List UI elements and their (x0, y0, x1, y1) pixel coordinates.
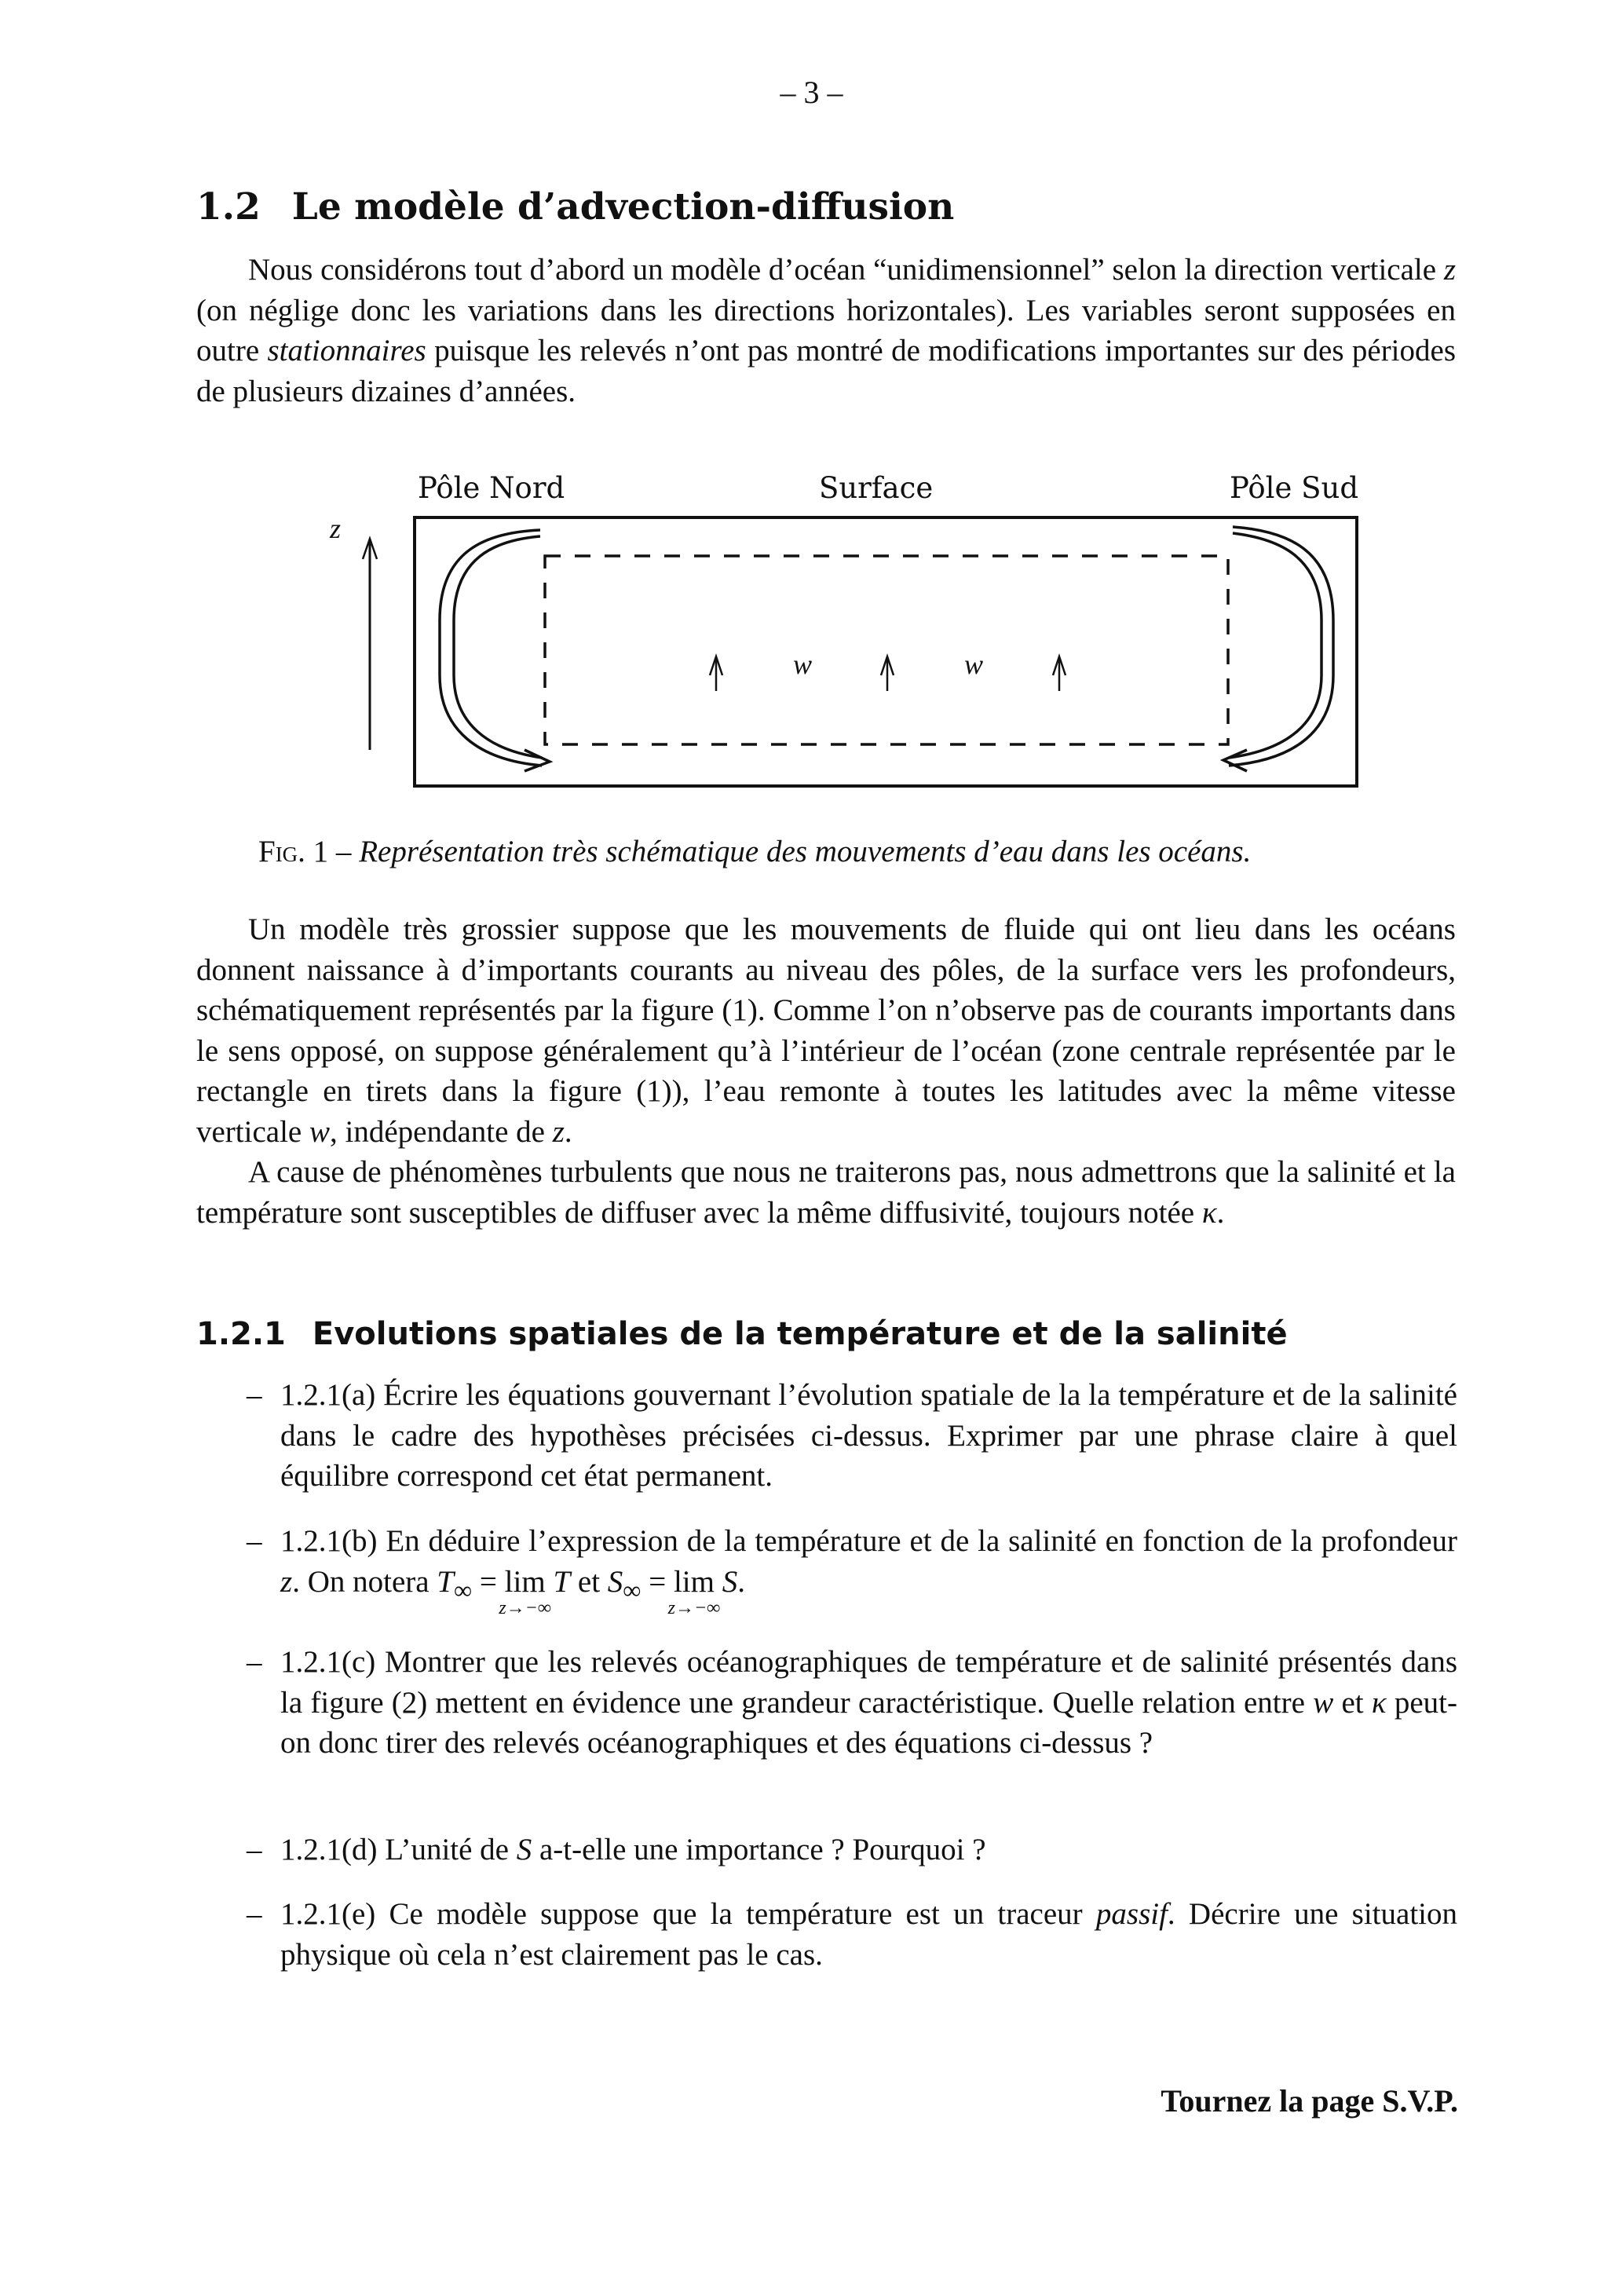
upward-velocity-arrow-icon (710, 656, 722, 691)
question-item-c (248, 1642, 1457, 1764)
italic-term: z (552, 1114, 565, 1149)
text-run: (on néglige donc les variations dans les directions horizontales). Les variables seront supposées en outre (196, 293, 1456, 367)
ocean-box (415, 517, 1357, 786)
turn-page-note: Tournez la page S.V.P. (1161, 2083, 1458, 2119)
list-dash: – (247, 1897, 262, 1931)
question-item-d (248, 1830, 1457, 1870)
text-run: , indépendante de (330, 1114, 553, 1149)
question-item-e (248, 1894, 1457, 1975)
text-run: 1.2.1(c) Montrer que les relevés océanographiques de température et de salinité présentés dans la figure (2) mettent en évidence une grandeur caractéristique. Quelle relation entre (280, 1645, 1457, 1720)
velocity-label-w: w (793, 649, 813, 680)
text-run: Nous considérons tout d’abord un modèle d’océan “unidimensionnel” selon la direction verticale (248, 253, 1444, 287)
text-run: . Décrire une situation physique où cela n’est clairement pas le cas. (280, 1897, 1457, 1972)
italic-term: w (309, 1114, 330, 1149)
italic-term: passif (1095, 1897, 1168, 1931)
list-dash: – (247, 1378, 262, 1412)
limit-expression: lim z→−∞ (499, 1564, 551, 1618)
page-number: – 3 – (780, 75, 843, 110)
north-downwelling-arrow-icon (440, 530, 550, 771)
text-run: 1.2.1(a) Écrire les équations gouvernant l’évolution spatiale de la la température et de la salinité dans le cadre des hypothèses précisées ci-dessus. Exprimer par une phrase claire à quel équilibre correspond cet état permanent. (280, 1378, 1457, 1493)
south-downwelling-arrow-icon (1223, 527, 1333, 771)
question-item-a (248, 1375, 1457, 1497)
z-axis-arrow-icon (363, 539, 377, 750)
italic-term: stationnaires (267, 334, 426, 367)
italic-term: κ (1201, 1195, 1217, 1230)
upward-velocity-arrow-icon (1053, 656, 1066, 691)
figure-label-north-pole: Pôle Nord (418, 471, 565, 505)
italic-term: S (516, 1833, 532, 1866)
caption-prefix: Fig. 1 – (258, 835, 360, 868)
italic-term: z (1443, 253, 1456, 287)
upward-velocity-arrow-icon (881, 656, 894, 691)
section-title: Le modèle d’advection-diffusion (291, 185, 955, 229)
ocean-circulation-diagram (0, 0, 1623, 864)
list-dash: – (247, 1833, 262, 1866)
section-number: 1.2 (196, 185, 261, 229)
velocity-label-w: w (964, 649, 984, 680)
text-run: et (1333, 1685, 1372, 1720)
text-run: A cause de phénomènes turbulents que nous ne traiterons pas, nous admettrons que la salinité et la température sont susceptibles de diffuser avec la même diffusivité, toujours notée (196, 1155, 1456, 1230)
subsection-title: Evolutions spatiales de la température et de la salinité (312, 1316, 1288, 1352)
diffusion-paragraph (196, 1152, 1456, 1233)
limit-expression: lim z→−∞ (667, 1564, 721, 1618)
subsection-heading (196, 1316, 1288, 1352)
model-paragraph (196, 909, 1456, 1152)
question-item-b (247, 1521, 1457, 1618)
italic-term: w (1313, 1685, 1334, 1720)
list-dash: – (247, 1645, 262, 1679)
interior-dashed-rectangle (545, 556, 1228, 744)
subsection-number: 1.2.1 (196, 1316, 286, 1352)
text-run: puisque les relevés n’ont pas montré de modifications importantes sur des périodes de plusieurs dizaines d’années. (196, 334, 1457, 408)
text-run: 1.2.1(e) Ce modèle suppose que la température est un traceur (280, 1897, 1096, 1931)
figure-axis-label-z: z (330, 513, 342, 544)
text-run: a-t-elle une importance ? Pourquoi ? (532, 1833, 986, 1866)
italic-term: κ (1371, 1685, 1387, 1720)
text-run: Un modèle très grossier suppose que les mouvements de fluide qui ont lieu dans les océans donnent naissance à d’importants courants au niveau des pôles, de la surface vers les profondeurs, schématiquement représentés par la figure (1). Comme l’on n’observe pas de courants importants dans le sens opposé, on suppose généralement qu’à l’intérieur de l’océan (zone centrale représentée par le rectangle en tirets dans la figure (1)), l’eau remonte à toutes les latitudes avec la même vitesse verticale (196, 912, 1456, 1149)
text-run: . (1216, 1195, 1225, 1230)
text-run: 1.2.1(d) L’unité de (280, 1833, 517, 1866)
text-run: . (564, 1114, 572, 1149)
text-run: peut-on donc tirer des relevés océanographiques et des équations ci-dessus ? (280, 1685, 1457, 1760)
figure-label-south-pole: Pôle Sud (1230, 471, 1359, 505)
caption-text: Représentation très schématique des mouvements d’eau dans les océans. (359, 835, 1252, 868)
list-dash: – (247, 1524, 262, 1558)
figure-caption (258, 834, 1251, 869)
question-text: 1.2.1(b) En déduire l’expression de la température et de la salinité en fonction de la profondeur z. On notera $T_\infty = \lim$ z→−∞ T et $S_\infty = \lim$ z→−∞ S. (280, 1524, 1457, 1618)
figure-label-surface: Surface (819, 471, 934, 505)
